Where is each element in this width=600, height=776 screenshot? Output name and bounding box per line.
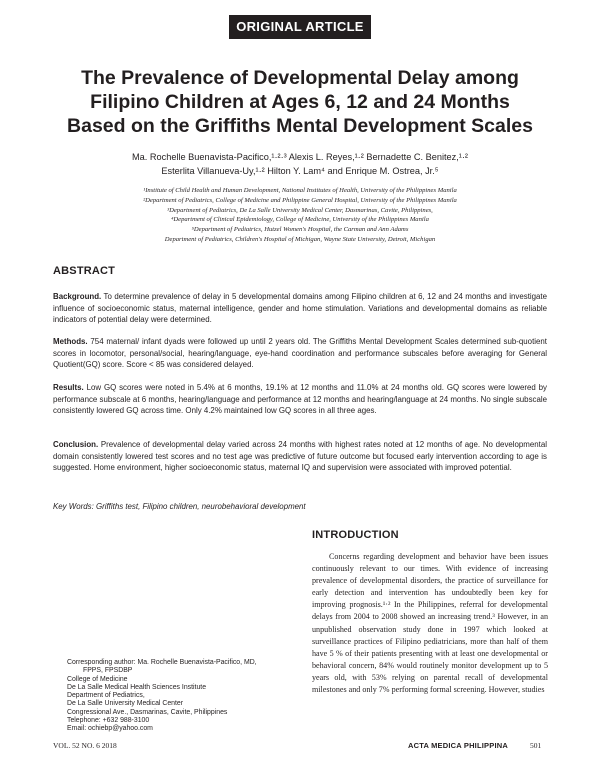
- results-text: Low GQ scores were noted in 5.4% at 6 months, 19.1% at 12 months and 11.0% at 24 months old. GQ scores were lowered by performance subscale at 6 months, hearing/language and performance at 12 months and hearing/language at 24 months. No single subscale consistently lowered GQ across time. Only 4.2% maintained low GQ scores in all three ages.: [53, 383, 547, 415]
- methods-text: 754 maternal/ infant dyads were followed up until 2 years old. The Griffiths Mental Development Scales determined sub-quotient scores in locomotor, personal/social, hearing/language, eye-hand coordination and performance subscales before averaging for General Quotient(GQ) score. Score < 85 was considered delayed.: [53, 337, 547, 369]
- title-line: Filipino Children at Ages 6, 12 and 24 Months: [90, 91, 510, 113]
- correspondence-line: De La Salle Medical Health Sciences Institute: [67, 683, 207, 691]
- affiliation: ⁴Department of Clinical Epidemiology, College of Medicine, University of the Philippines Manila: [171, 216, 429, 224]
- affiliation: Department of Pediatrics, Children's Hospital of Michigan, Wayne State University, Detroit, Michigan: [164, 235, 436, 243]
- correspondence-line: Department of Pediatrics,: [67, 692, 145, 700]
- keywords: Key Words: Griffiths test, Filipino children, neurobehavioral development: [53, 502, 306, 511]
- abstract-conclusion: [53, 439, 547, 474]
- author-list: [60, 150, 540, 178]
- affiliation: ⁵Department of Pediatrics, Hutzel Women's Hospital, the Carman and Ann Adams: [191, 226, 409, 234]
- introduction-paragraph: Concerns regarding development and behavior have been issues continuously relevant to our times. With evidence of increasing prevalence of developmental disorders, the practice of surveillance for early detection and intervention has undoubtedly been key for improving prognosis.¹·² In the Philippines, referral for developmental delays from 2004 to 2008 showed an increasing trend.³ However, in an unpublished observation study done in 1997 which looked at surveillance practices of Filipino pediatricians, more than half of them have 5 % of their patients presenting with at least one developmental or behavioral concern, 84% would routinely monitor development up to 5 years old, with 53% relying on parental recall of developmental milestones and only 7% performing formal screening. However, studies: [312, 552, 548, 695]
- abstract-background: [53, 291, 547, 326]
- introduction-heading: INTRODUCTION: [312, 529, 399, 541]
- introduction-body: [312, 551, 548, 696]
- abstract-results: [53, 382, 547, 417]
- conclusion-label: Conclusion.: [53, 440, 99, 449]
- background-label: Background.: [53, 292, 102, 301]
- correspondence-line: Telephone: +632 988-3100: [67, 717, 150, 725]
- article-type-banner: ORIGINAL ARTICLE: [229, 15, 371, 39]
- affiliation: ²Department of Pediatrics, College of Medicine and Philippine General Hospital, University of the Philippines Manila: [143, 196, 457, 204]
- results-label: Results.: [53, 383, 84, 392]
- background-text: To determine prevalence of delay in 5 developmental domains among Filipino children at 6, 12 and 24 months and investigate influence of socioeconomic status, maternal intelligence, gender and home stimulation. Variations and developmental domains as reliable indicators of potential delay were determined.: [53, 292, 547, 324]
- author-line: Ma. Rochelle Buenavista-Pacifico,¹·²·³ Alexis L. Reyes,¹·² Bernadette C. Benitez,¹·²: [132, 152, 468, 162]
- footer-journal-name: ACTA MEDICA PHILIPPINA: [408, 741, 508, 750]
- correspondence-block: [67, 659, 297, 734]
- abstract-heading: ABSTRACT: [53, 265, 116, 277]
- conclusion-text: Prevalence of developmental delay varied across 24 months with highest rates noted at 12 months of age. No developmental domain consistently lowered test scores and no test age was predictive of future outcome but focused early intervention according to age is suggested. Home environment, higher socioeconomic status, maternal IQ and supervision were associated with improved potential.: [53, 440, 547, 472]
- correspondence-line: Corresponding author: Ma. Rochelle Buenavista-Pacifico, MD,: [67, 659, 257, 666]
- methods-label: Methods.: [53, 337, 88, 346]
- article-title: [40, 66, 560, 138]
- abstract-methods: [53, 336, 547, 371]
- correspondence-line: De La Salle University Medical Center: [67, 700, 184, 708]
- affiliation-list: [60, 186, 540, 245]
- correspondence-line: College of Medicine: [67, 675, 128, 683]
- title-line: Based on the Griffiths Mental Development Scales: [67, 115, 533, 137]
- footer-volume: VOL. 52 NO. 6 2018: [53, 741, 117, 750]
- affiliation: ¹Institute of Child Health and Human Development, National Institutes of Health, University of the Philippines Manila: [143, 187, 457, 194]
- correspondence-line: Congressional Ave., Dasmarinas, Cavite, Philippines: [67, 708, 228, 716]
- affiliation: ³Department of Pediatrics, De La Salle University Medical Center, Dasmarinas, Cavite, Philippines,: [167, 206, 433, 214]
- correspondence-email[interactable]: Email: ochiebp@yahoo.com: [67, 725, 153, 733]
- correspondence-line: FPPS, FPSDBP: [83, 667, 133, 675]
- author-line: Esterlita Villanueva-Uy,¹·² Hilton Y. Lam⁴ and Enrique M. Ostrea, Jr.⁵: [161, 166, 439, 176]
- footer-page-number: 501: [530, 741, 542, 750]
- title-line: The Prevalence of Developmental Delay among: [81, 67, 519, 89]
